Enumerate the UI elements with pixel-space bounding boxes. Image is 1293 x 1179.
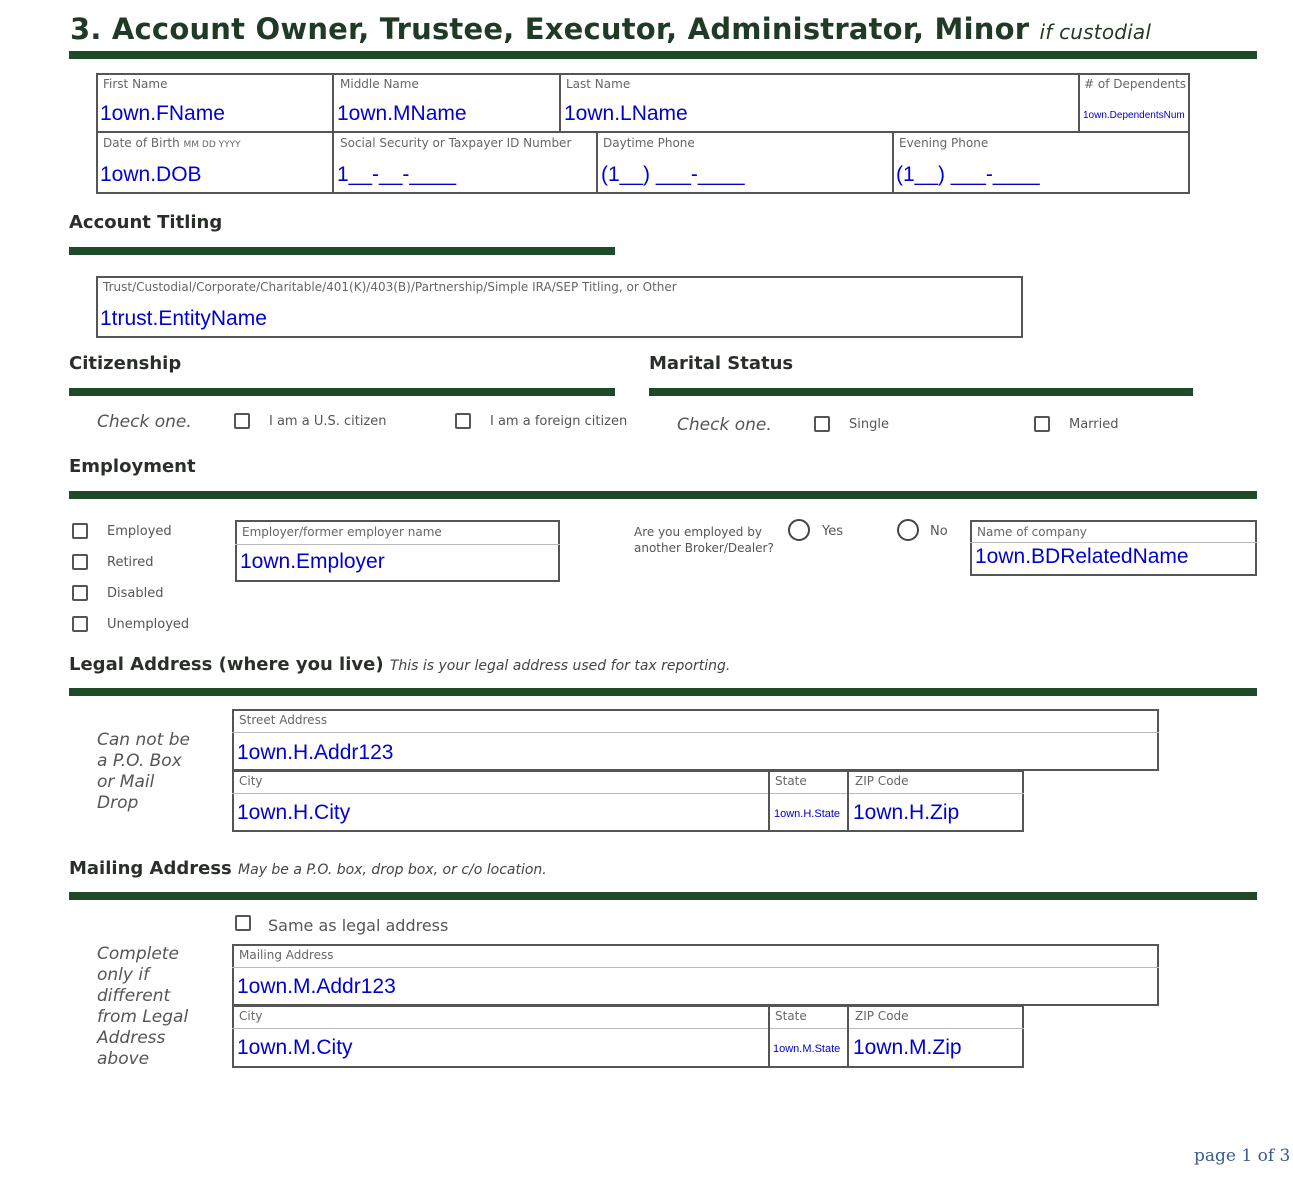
mailing-state-field[interactable]: 1own.M.State [773,1043,841,1055]
same-as-legal-checkbox[interactable] [235,915,251,931]
employer-field[interactable]: 1own.Employer [240,550,385,573]
first-name-field[interactable]: 1own.FName [100,102,225,125]
page-number: page 1 of 3 [1194,1146,1291,1166]
first-name-label: First Name [103,77,168,91]
us-citizen-checkbox[interactable] [234,413,250,429]
section-title [70,12,1151,46]
legal-zip-field[interactable]: 1own.H.Zip [853,801,960,824]
legal-rule [69,688,1257,696]
same-as-legal-label: Same as legal address [268,916,449,935]
grid-divider [559,73,561,132]
mailing-state-label: State [775,1009,807,1023]
company-label: Name of company [977,525,1087,539]
marital-heading: Marital Status [649,353,794,374]
title-rule [69,51,1257,59]
legal-address-note: This is your legal address used for tax reporting. [389,658,731,674]
married-checkbox[interactable] [1034,416,1050,432]
day-phone-field[interactable]: (1__) ___-____ [601,163,745,186]
grid-divider [1078,73,1080,132]
ssn-field[interactable]: 1__-__-____ [337,163,457,186]
middle-name-field[interactable]: 1own.MName [337,102,467,125]
legal-city-field[interactable]: 1own.H.City [237,801,351,824]
dependents-field[interactable]: 1own.DependentsNum [1083,110,1185,121]
section-title-text: 3. Account Owner, Trustee, Executor, Administrator, Minor [70,12,1030,46]
day-phone-label: Daytime Phone [603,136,695,150]
citizenship-rule [69,388,615,396]
single-checkbox[interactable] [814,416,830,432]
legal-side-note: Can not be a P.O. Box or Mail Drop [97,730,190,813]
legal-city-label: City [239,774,263,788]
titling-field[interactable]: 1trust.EntityName [100,307,267,330]
single-label: Single [849,417,889,432]
broker-question-line2: another Broker/Dealer? [634,541,774,555]
employer-label: Employer/former employer name [242,525,442,539]
grid-divider [847,770,849,832]
grid-divider [892,131,894,194]
grid-divider [332,73,334,194]
unemployed-checkbox[interactable] [72,616,88,632]
disabled-checkbox[interactable] [72,585,88,601]
citizenship-heading: Citizenship [69,353,182,374]
employer-box-divider [235,544,560,545]
account-titling-heading: Account Titling [69,212,223,233]
mailing-address-field[interactable]: 1own.M.Addr123 [237,975,396,998]
mailing-city-label: City [239,1009,263,1023]
dob-field[interactable]: 1own.DOB [100,163,202,186]
dependents-label: # of Dependents [1084,77,1186,91]
retired-label: Retired [107,555,154,570]
employed-checkbox[interactable] [72,523,88,539]
legal-street-label: Street Address [239,713,328,727]
eve-phone-label: Evening Phone [899,136,989,150]
eve-phone-field[interactable]: (1__) ___-____ [896,163,1040,186]
titling-label: Trust/Custodial/Corporate/Charitable/401(K)/403(B)/Partnership/Simple IRA/SEP Titling, or Other [103,280,677,294]
last-name-label: Last Name [566,77,631,91]
company-field[interactable]: 1own.BDRelatedName [975,545,1189,568]
legal-zip-label: ZIP Code [855,774,909,788]
mailing-side-note: Complete only if different from Legal Address above [97,944,189,1069]
employment-rule [69,491,1257,499]
grid-divider [768,1005,770,1068]
grid-divider [768,770,770,832]
mailing-address-heading: Mailing Address May be a P.O. box, drop box, or c/o location. [69,858,547,879]
marital-rule [649,388,1193,396]
box-divider [232,967,1159,968]
section-title-note: if custodial [1039,20,1152,44]
legal-address-heading: Legal Address (where you live) This is your legal address used for tax reporting. [69,654,731,675]
disabled-label: Disabled [107,586,164,601]
owner-grid-divider [96,131,1190,133]
mailing-zip-field[interactable]: 1own.M.Zip [853,1036,962,1059]
box-divider [232,793,1024,794]
titling-rule [69,247,615,255]
foreign-citizen-label: I am a foreign citizen [490,414,628,429]
legal-state-field[interactable]: 1own.H.State [774,808,841,820]
married-label: Married [1069,417,1119,432]
ssn-label: Social Security or Taxpayer ID Number [340,136,572,150]
broker-question-line1: Are you employed by [634,525,762,539]
dob-format: MM DD YYYY [183,140,241,150]
broker-yes-label: Yes [822,524,843,539]
mailing-zip-label: ZIP Code [855,1009,909,1023]
last-name-field[interactable]: 1own.LName [564,102,688,125]
broker-no-radio[interactable] [897,519,919,541]
mailing-address-label: Mailing Address [239,948,334,962]
broker-yes-radio[interactable] [788,519,810,541]
dob-label: Date of Birth MM DD YYYY [103,136,241,150]
box-divider [232,732,1159,733]
mailing-city-field[interactable]: 1own.M.City [237,1036,353,1059]
retired-checkbox[interactable] [72,554,88,570]
legal-state-label: State [775,774,807,788]
mailing-address-note: May be a P.O. box, drop box, or c/o location. [238,862,547,878]
employment-heading: Employment [69,456,196,477]
citizenship-check-one: Check one. [97,412,192,432]
unemployed-label: Unemployed [107,617,190,632]
grid-divider [596,131,598,194]
broker-no-label: No [930,524,948,539]
foreign-citizen-checkbox[interactable] [455,413,471,429]
mailing-rule [69,892,1257,900]
legal-street-field[interactable]: 1own.H.Addr123 [237,741,394,764]
us-citizen-label: I am a U.S. citizen [269,414,387,429]
employed-label: Employed [107,524,172,539]
middle-name-label: Middle Name [340,77,419,91]
company-box-divider [970,542,1257,543]
box-divider [232,1028,1024,1029]
marital-check-one: Check one. [677,415,772,435]
grid-divider [847,1005,849,1068]
